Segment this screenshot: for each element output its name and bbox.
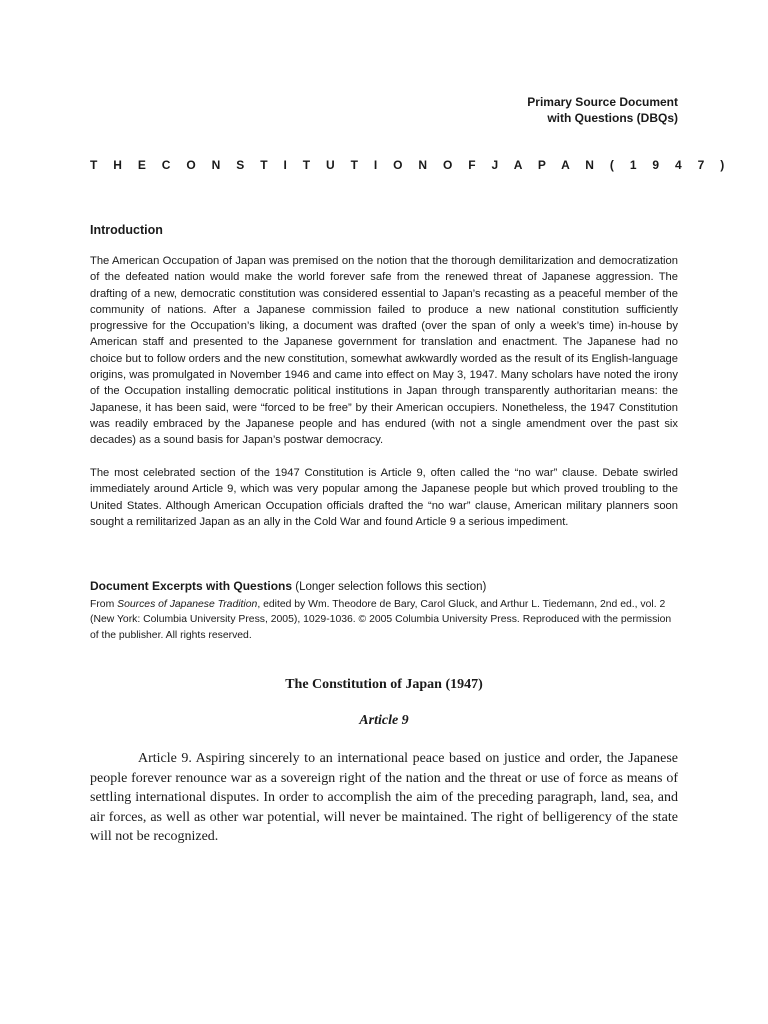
source-citation bbox=[90, 597, 678, 643]
citation-book-title: Sources of Japanese Tradition bbox=[117, 599, 258, 610]
introduction-heading: Introduction bbox=[90, 223, 163, 237]
introduction-paragraph-2: The most celebrated section of the 1947 Constitution is Article 9, often called the “no war” clause. Debate swirled immediately around Article 9, which was very popular among the Japanese people but which proved troubling to the United States. Although American Occupation officials drafted the “no war” clause, American military planners soon sought a remilitarized Japan as an ally in the Cold War and found Article 9 a serious impediment. bbox=[90, 467, 678, 528]
citation-details: , edited by Wm. Theodore de Bary, Carol Gluck, and Arthur L. Tiedemann, 2nd ed., vol. 2 (New York: Columbia University Press, 2005), 1029-1036. © 2005 Columbia University Press. Reproduced with the permission of the publisher. All rights reserved. bbox=[90, 599, 672, 641]
excerpts-section bbox=[90, 579, 678, 643]
article-heading: Article 9 bbox=[359, 713, 409, 728]
header-line-2: with Questions (DBQs) bbox=[547, 111, 678, 125]
excerpts-heading: Document Excerpts with Questions bbox=[90, 579, 293, 593]
document-title: T H E C O N S T I T U T I O N O F J A P A N ( 1 9 4 7 ) bbox=[90, 158, 731, 172]
introduction-paragraph-1: The American Occupation of Japan was premised on the notion that the thorough demilitarization and democratization of the defeated nation would make the world forever safe from the renewed threat of Japanese aggression. The drafting of a new, democratic constitution was considered essential to Japan’s recasting as a peaceful member of the community of nations. After a Japanese commission failed to produce a new national constitution sufficiently progressive for the Occupation’s liking, a document was drafted (over the span of only a week’s time) in-house by American staff and presented to the Japanese government for translation and enactment. The Japanese had no choice but to follow orders and the new constitution, somewhat awkwardly worded as the result of its English-language origins, was promulgated in November 1946 and came into effect on May 3, 1947. Many scholars have noted the irony of the Occupation installing democratic political institutions in Japan through transparently authoritarian means: the Japanese, it has been said, were “forced to be free” by their American occupiers. Nonetheless, the 1947 Constitution was readily embraced by the Japanese people and has endured (with not a single amendment over the past six decades) as a sound basis for Japan’s postwar democracy. bbox=[90, 255, 678, 447]
header-line-1: Primary Source Document bbox=[527, 95, 678, 109]
article-9-text: Article 9. Aspiring sincerely to an international peace based on justice and order, the Japanese people forever renounce war as a sovereign right of the nation and the threat or use of force as means of settling international disputes. In order to accomplish the aim of the preceding paragraph, land, sea, and air forces, as well as other war potential, will never be maintained. The right of belligerency of the state will not be recognized. bbox=[90, 751, 678, 845]
excerpts-heading-line bbox=[90, 579, 678, 595]
constitution-title: The Constitution of Japan (1947) bbox=[285, 677, 483, 692]
excerpts-note: (Longer selection follows this section) bbox=[292, 581, 487, 593]
citation-prefix: From bbox=[90, 599, 118, 610]
document-type-header bbox=[527, 94, 678, 126]
